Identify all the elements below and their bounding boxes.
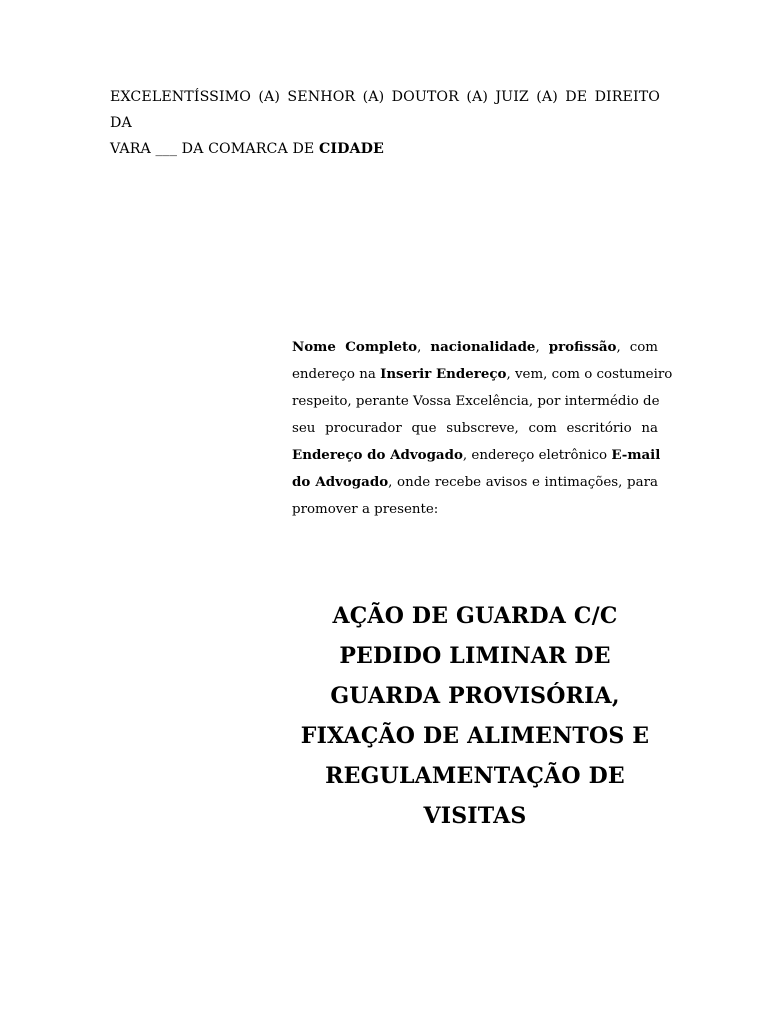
email-placeholder-part-2: do Advogado [292, 474, 389, 490]
qualification-text: , onde recebe avisos e intimações, para [388, 475, 658, 490]
title-line: PEDIDO LIMINAR DE [339, 643, 611, 669]
qualification-text: , vem, com o costumeiro [506, 367, 673, 382]
city-placeholder: CIDADE [318, 141, 384, 157]
profession-placeholder: profissão [548, 339, 617, 355]
separator: , [417, 340, 431, 355]
qualification-line: promover a presente: [292, 502, 439, 517]
lawyer-address-placeholder: Endereço do Advogado [292, 447, 463, 463]
title-line: FIXAÇÃO DE ALIMENTOS E [300, 723, 650, 749]
court-addressing [110, 84, 660, 162]
full-name-placeholder: Nome Completo [292, 339, 418, 355]
qualification-text: , com [616, 340, 658, 355]
qualification-line [292, 334, 658, 361]
title-line: AÇÃO DE GUARDA C/C [332, 603, 618, 629]
qualification-line [292, 469, 658, 496]
addressing-line-2-text: VARA ___ DA COMARCA DE [110, 141, 319, 157]
addressing-line-1: EXCELENTÍSSIMO (A) SENHOR (A) DOUTOR (A) JUIZ (A) DE DIREITO DA [110, 89, 660, 131]
party-qualification [292, 334, 673, 523]
qualification-line: respeito, perante Vossa Excelência, por intermédio de [292, 394, 660, 409]
action-title [292, 596, 658, 836]
title-line: VISITAS [423, 803, 527, 829]
nationality-placeholder: nacionalidade [430, 339, 536, 355]
addressing-line-2 [110, 141, 384, 157]
separator: , [535, 340, 549, 355]
title-line: REGULAMENTAÇÃO DE [325, 763, 625, 789]
email-placeholder-part-1: E-mail [611, 447, 661, 463]
qualification-text: , endereço eletrônico [462, 448, 612, 463]
qualification-line: seu procurador que subscreve, com escritório na [292, 421, 658, 436]
title-line: GUARDA PROVISÓRIA, [330, 683, 620, 709]
qualification-line [292, 442, 661, 469]
qualification-line [292, 361, 673, 388]
address-placeholder: Inserir Endereço [380, 366, 507, 382]
qualification-text: endereço na [292, 367, 381, 382]
